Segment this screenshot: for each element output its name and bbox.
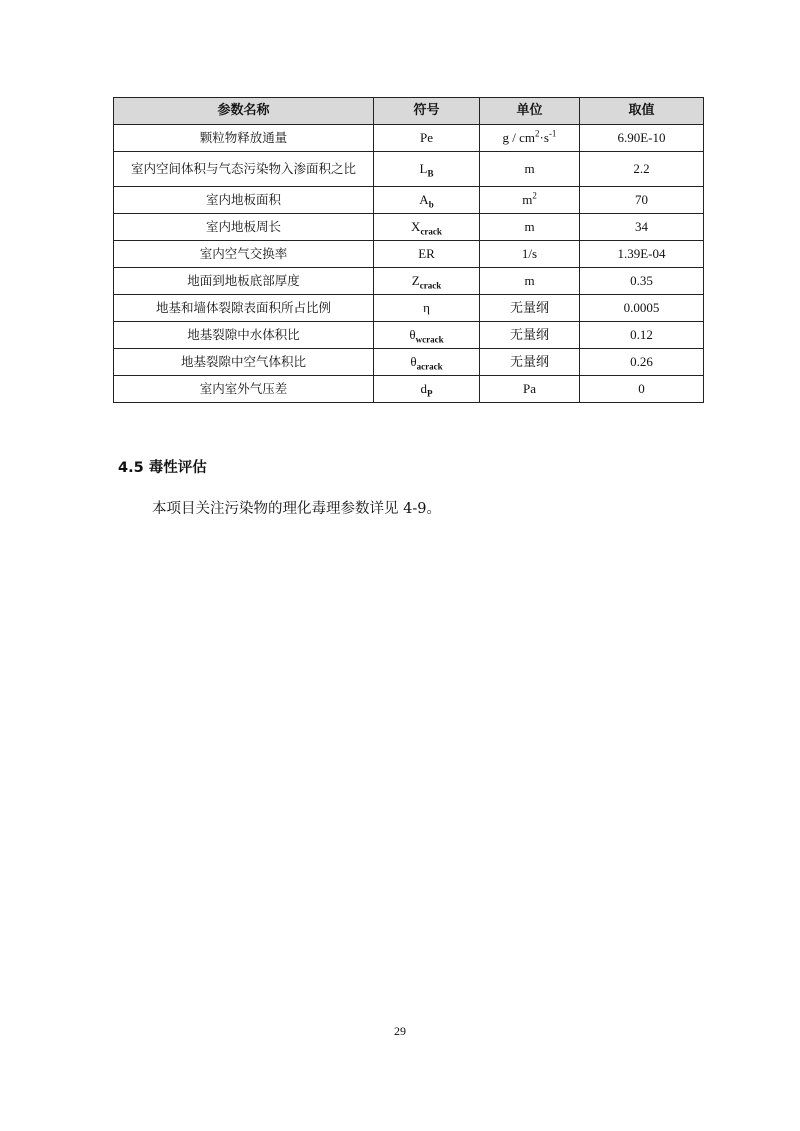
value-cell: 0.35 (580, 268, 704, 295)
symbol-cell (374, 152, 480, 187)
unit-text: 无量纲 (509, 327, 549, 342)
table-row (114, 187, 704, 214)
symbol-cell (374, 241, 480, 268)
header-unit: 单位 (480, 98, 580, 125)
unit-cell (480, 322, 580, 349)
page-number: 29 (394, 1024, 406, 1038)
param-name-cell: 地基裂隙中水体积比 (114, 322, 374, 349)
symbol-subscript: P (427, 388, 433, 399)
value-cell: 0.26 (580, 349, 704, 376)
symbol-text: η (423, 300, 430, 315)
symbol-text: d (420, 381, 427, 396)
unit-cell (480, 214, 580, 241)
symbol-cell (374, 322, 480, 349)
symbol-subscript: crack (420, 226, 442, 237)
unit-text: 1/s (521, 246, 538, 261)
unit-text: 无量纲 (509, 354, 549, 369)
symbol-subscript: wcrack (415, 334, 444, 345)
table-row (114, 125, 704, 152)
symbol-cell (374, 268, 480, 295)
value-cell: 1.39E-04 (580, 241, 704, 268)
symbol-cell (374, 376, 480, 403)
header-value: 取值 (580, 98, 704, 125)
symbol-text: L (419, 161, 428, 176)
param-name-cell: 室内空间体积与气态污染物入渗面积之比 (114, 152, 374, 187)
value-cell: 70 (580, 187, 704, 214)
param-name-cell: 颗粒物释放通量 (114, 125, 374, 152)
header-param-name: 参数名称 (114, 98, 374, 125)
unit-superscript: 2 (535, 128, 540, 139)
symbol-cell (374, 349, 480, 376)
value-cell: 0.12 (580, 322, 704, 349)
unit-superscript: 2 (532, 190, 537, 201)
parameter-table (113, 97, 704, 403)
table-row (114, 214, 704, 241)
unit-text: m (522, 192, 533, 207)
param-name-cell: 室内空气交换率 (114, 241, 374, 268)
unit-cell (480, 187, 580, 214)
unit-text: 无量纲 (509, 300, 549, 315)
unit-text: m (524, 161, 535, 176)
value-cell: 0.0005 (580, 295, 704, 322)
unit-cell (480, 349, 580, 376)
table-row (114, 376, 704, 403)
unit-cell (480, 376, 580, 403)
section-body-text: 本项目关注污染物的理化毒理参数详见 4-9。 (152, 501, 441, 517)
symbol-subscript: acrack (416, 361, 443, 372)
symbol-text: θ (409, 327, 416, 342)
unit-cell (480, 241, 580, 268)
table-header-row (114, 98, 704, 125)
value-cell: 2.2 (580, 152, 704, 187)
symbol-subscript: B (427, 168, 434, 179)
symbol-text: ER (418, 246, 435, 261)
symbol-text: Z (411, 273, 420, 288)
unit-cell (480, 295, 580, 322)
param-name-cell: 室内地板面积 (114, 187, 374, 214)
symbol-cell (374, 187, 480, 214)
unit-cell (480, 268, 580, 295)
symbol-cell (374, 295, 480, 322)
symbol-text: A (419, 192, 429, 207)
value-cell: 0 (580, 376, 704, 403)
header-symbol: 符号 (374, 98, 480, 125)
unit-text: m (524, 273, 535, 288)
table-row (114, 322, 704, 349)
table-row (114, 295, 704, 322)
param-name-cell: 地面到地板底部厚度 (114, 268, 374, 295)
symbol-cell (374, 125, 480, 152)
symbol-subscript: b (428, 199, 434, 210)
unit-text: m (524, 219, 535, 234)
param-name-cell: 室内室外气压差 (114, 376, 374, 403)
unit-text-mid: ·s (539, 130, 549, 145)
symbol-subscript: crack (419, 280, 442, 291)
unit-cell (480, 152, 580, 187)
unit-text: g / cm (502, 130, 536, 145)
param-name-cell: 室内地板周长 (114, 214, 374, 241)
value-cell: 34 (580, 214, 704, 241)
table-row (114, 241, 704, 268)
symbol-text: X (411, 219, 421, 234)
unit-text: Pa (523, 381, 536, 396)
symbol-text: θ (410, 354, 417, 369)
symbol-text: Pe (420, 130, 433, 145)
unit-cell (480, 125, 580, 152)
table-row (114, 349, 704, 376)
param-name-cell: 地基和墙体裂隙表面积所占比例 (114, 295, 374, 322)
table-row (114, 152, 704, 187)
symbol-cell (374, 214, 480, 241)
unit-superscript-2: -1 (548, 128, 557, 139)
param-name-cell: 地基裂隙中空气体积比 (114, 349, 374, 376)
value-cell: 6.90E-10 (580, 125, 704, 152)
table-row (114, 268, 704, 295)
section-heading: 4.5 毒性评估 (118, 460, 207, 476)
